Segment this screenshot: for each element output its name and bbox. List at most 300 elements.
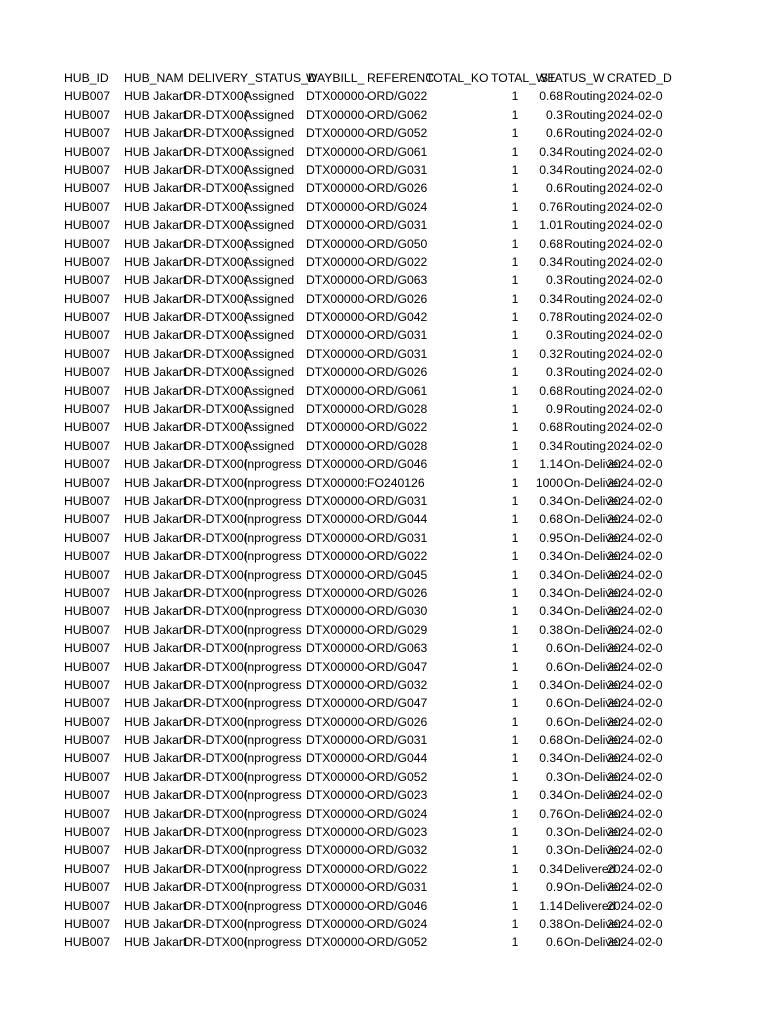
total-weight-cell: 0.3 bbox=[546, 365, 563, 380]
status-cell: Routing bbox=[564, 273, 607, 288]
status-cell: Routing bbox=[564, 420, 607, 435]
reference-cell: ORD/G031 bbox=[367, 346, 428, 361]
hub-name-cell: HUB Jakart bbox=[124, 475, 187, 490]
total-koli-cell: 1 bbox=[511, 310, 519, 325]
hub-name-cell: HUB Jakart bbox=[124, 365, 187, 380]
status-cell: On-Deliver bbox=[564, 530, 623, 545]
delivery-status-cell: Assigned bbox=[244, 218, 295, 233]
table-row bbox=[64, 418, 670, 436]
status-cell: On-Deliver bbox=[564, 549, 623, 564]
total-koli-cell: 1 bbox=[511, 861, 519, 876]
hub-name-cell: HUB Jakart bbox=[124, 310, 187, 325]
total-koli-cell: 1 bbox=[511, 291, 519, 306]
hub-name-cell: HUB Jakart bbox=[124, 530, 187, 545]
table-row bbox=[64, 694, 670, 712]
hub-id-cell: HUB007 bbox=[64, 733, 111, 748]
header-waybill: WAYBILL_ bbox=[306, 71, 365, 85]
crated-date-cell: 2024-02-0 bbox=[607, 493, 663, 508]
hub-id-cell: HUB007 bbox=[64, 843, 111, 858]
status-cell: On-Deliver bbox=[564, 659, 623, 674]
status-cell: On-Deliver bbox=[564, 696, 623, 711]
status-cell: Routing bbox=[564, 236, 607, 251]
total-koli-cell: 1 bbox=[511, 714, 519, 729]
hub-id-cell: HUB007 bbox=[64, 107, 111, 122]
hub-id-cell: HUB007 bbox=[64, 310, 111, 325]
header-status-w: STATUS_W bbox=[540, 71, 605, 85]
crated-date-cell: 2024-02-0 bbox=[607, 659, 663, 674]
table-row bbox=[64, 345, 670, 363]
data-rows bbox=[64, 87, 670, 951]
total-koli-cell: 1 bbox=[511, 420, 519, 435]
hub-id-cell: HUB007 bbox=[64, 218, 111, 233]
hub-name-cell: HUB Jakart bbox=[124, 438, 187, 453]
waybill-cell: DTX00000- bbox=[306, 218, 369, 233]
crated-date-cell: 2024-02-0 bbox=[607, 402, 663, 417]
total-weight-cell: 0.6 bbox=[546, 696, 563, 711]
reference-cell: ORD/G063 bbox=[367, 641, 428, 656]
waybill-cell: DTX00000- bbox=[306, 677, 369, 692]
delivery-status-cell: Inprogress bbox=[244, 916, 302, 931]
waybill-cell: DTX00000- bbox=[306, 199, 369, 214]
table-row bbox=[64, 363, 670, 381]
total-koli-cell: 1 bbox=[511, 181, 519, 196]
total-koli-cell: 1 bbox=[511, 880, 519, 895]
waybill-cell: DTX00000- bbox=[306, 622, 369, 637]
total-weight-cell: 0.76 bbox=[539, 806, 563, 821]
total-weight-cell: 0.34 bbox=[539, 585, 563, 600]
crated-date-cell: 2024-02-0 bbox=[607, 199, 663, 214]
hub-id-cell: HUB007 bbox=[64, 916, 111, 931]
delivery-status-cell: Assigned bbox=[244, 107, 295, 122]
hub-id-cell: HUB007 bbox=[64, 622, 111, 637]
hub-name-cell: HUB Jakart bbox=[124, 457, 187, 472]
table-row bbox=[64, 731, 670, 749]
total-koli-cell: 1 bbox=[511, 365, 519, 380]
total-weight-cell: 0.68 bbox=[539, 383, 563, 398]
crated-date-cell: 2024-02-0 bbox=[607, 843, 663, 858]
total-koli-cell: 1 bbox=[511, 659, 519, 674]
waybill-cell: DTX00000- bbox=[306, 512, 369, 527]
hub-id-cell: HUB007 bbox=[64, 89, 111, 104]
delivery-status-cell: Inprogress bbox=[244, 677, 302, 692]
total-weight-cell: 0.34 bbox=[539, 677, 563, 692]
hub-name-cell: HUB Jakart bbox=[124, 769, 187, 784]
total-weight-cell: 0.34 bbox=[539, 254, 563, 269]
hub-name-cell: HUB Jakart bbox=[124, 733, 187, 748]
table-row bbox=[64, 492, 670, 510]
delivery-status-id-cell: DR-DTX00( bbox=[184, 236, 248, 251]
total-weight-cell: 0.6 bbox=[546, 714, 563, 729]
hub-id-cell: HUB007 bbox=[64, 696, 111, 711]
delivery-status-id-cell: DR-DTX00( bbox=[184, 328, 248, 343]
total-koli-cell: 1 bbox=[511, 107, 519, 122]
delivery-status-cell: Assigned bbox=[244, 310, 295, 325]
delivery-status-cell: Inprogress bbox=[244, 733, 302, 748]
total-koli-cell: 1 bbox=[511, 273, 519, 288]
delivery-status-id-cell: DR-DTX00( bbox=[184, 585, 248, 600]
delivery-status-id-cell: DR-DTX00( bbox=[184, 346, 248, 361]
total-weight-cell: 0.34 bbox=[539, 604, 563, 619]
waybill-cell: DTX00000- bbox=[306, 291, 369, 306]
reference-cell: ORD/G042 bbox=[367, 310, 428, 325]
delivery-status-id-cell: DR-DTX00( bbox=[184, 916, 248, 931]
hub-name-cell: HUB Jakart bbox=[124, 328, 187, 343]
crated-date-cell: 2024-02-0 bbox=[607, 916, 663, 931]
crated-date-cell: 2024-02-0 bbox=[607, 549, 663, 564]
table-row bbox=[64, 841, 670, 859]
reference-cell: ORD/G062 bbox=[367, 107, 428, 122]
total-koli-cell: 1 bbox=[511, 89, 519, 104]
table-row bbox=[64, 566, 670, 584]
waybill-cell: DTX00000- bbox=[306, 788, 369, 803]
crated-date-cell: 2024-02-0 bbox=[607, 457, 663, 472]
waybill-cell: DTX00000- bbox=[306, 549, 369, 564]
delivery-status-cell: Assigned bbox=[244, 346, 295, 361]
crated-date-cell: 2024-02-0 bbox=[607, 935, 663, 950]
hub-name-cell: HUB Jakart bbox=[124, 181, 187, 196]
hub-name-cell: HUB Jakart bbox=[124, 751, 187, 766]
status-cell: On-Deliver bbox=[564, 641, 623, 656]
delivery-status-cell: Assigned bbox=[244, 199, 295, 214]
delivery-status-id-cell: DR-DTX00( bbox=[184, 218, 248, 233]
hub-name-cell: HUB Jakart bbox=[124, 898, 187, 913]
total-koli-cell: 1 bbox=[511, 898, 519, 913]
hub-name-cell: HUB Jakart bbox=[124, 254, 187, 269]
reference-cell: ORD/G031 bbox=[367, 530, 428, 545]
table-row bbox=[64, 878, 670, 896]
crated-date-cell: 2024-02-0 bbox=[607, 346, 663, 361]
reference-cell: ORD/G022 bbox=[367, 89, 428, 104]
reference-cell: ORD/G032 bbox=[367, 843, 428, 858]
total-weight-cell: 0.34 bbox=[539, 291, 563, 306]
status-cell: On-Deliver bbox=[564, 677, 623, 692]
table-row bbox=[64, 143, 670, 161]
delivery-status-cell: Inprogress bbox=[244, 567, 302, 582]
delivery-status-cell: Assigned bbox=[244, 254, 295, 269]
delivery-status-cell: Assigned bbox=[244, 144, 295, 159]
delivery-status-cell: Inprogress bbox=[244, 696, 302, 711]
hub-name-cell: HUB Jakart bbox=[124, 788, 187, 803]
status-cell: Routing bbox=[564, 126, 607, 141]
hub-id-cell: HUB007 bbox=[64, 420, 111, 435]
hub-name-cell: HUB Jakart bbox=[124, 806, 187, 821]
waybill-cell: DTX00000- bbox=[306, 825, 369, 840]
crated-date-cell: 2024-02-0 bbox=[607, 604, 663, 619]
delivery-status-cell: Inprogress bbox=[244, 457, 302, 472]
hub-id-cell: HUB007 bbox=[64, 236, 111, 251]
crated-date-cell: 2024-02-0 bbox=[607, 806, 663, 821]
reference-cell: ORD/G031 bbox=[367, 162, 428, 177]
waybill-cell: DTX00000- bbox=[306, 402, 369, 417]
status-cell: Routing bbox=[564, 365, 607, 380]
total-koli-cell: 1 bbox=[511, 677, 519, 692]
delivery-status-cell: Assigned bbox=[244, 402, 295, 417]
waybill-cell: DTX00000- bbox=[306, 641, 369, 656]
hub-id-cell: HUB007 bbox=[64, 659, 111, 674]
header-total-weight: TOTAL_WE bbox=[491, 71, 556, 85]
waybill-cell: DTX00000- bbox=[306, 254, 369, 269]
delivery-status-id-cell: DR-DTX00( bbox=[184, 696, 248, 711]
waybill-cell: DTX00000- bbox=[306, 162, 369, 177]
reference-cell: ORD/G061 bbox=[367, 144, 428, 159]
hub-id-cell: HUB007 bbox=[64, 181, 111, 196]
reference-cell: ORD/G031 bbox=[367, 328, 428, 343]
reference-cell: ORD/G052 bbox=[367, 126, 428, 141]
hub-name-cell: HUB Jakart bbox=[124, 935, 187, 950]
waybill-cell: DTX00000- bbox=[306, 696, 369, 711]
hub-name-cell: HUB Jakart bbox=[124, 585, 187, 600]
table-row bbox=[64, 860, 670, 878]
waybill-cell: DTX00000- bbox=[306, 659, 369, 674]
table-row bbox=[64, 639, 670, 657]
hub-name-cell: HUB Jakart bbox=[124, 89, 187, 104]
hub-name-cell: HUB Jakart bbox=[124, 218, 187, 233]
total-weight-cell: 0.6 bbox=[546, 659, 563, 674]
waybill-cell: DTX00000- bbox=[306, 181, 369, 196]
hub-id-cell: HUB007 bbox=[64, 898, 111, 913]
delivery-status-cell: Assigned bbox=[244, 420, 295, 435]
waybill-cell: DTX00000- bbox=[306, 310, 369, 325]
status-cell: On-Deliver bbox=[564, 585, 623, 600]
total-koli-cell: 1 bbox=[511, 199, 519, 214]
hub-id-cell: HUB007 bbox=[64, 438, 111, 453]
table-row bbox=[64, 326, 670, 344]
hub-id-cell: HUB007 bbox=[64, 585, 111, 600]
hub-name-cell: HUB Jakart bbox=[124, 861, 187, 876]
status-cell: On-Deliver bbox=[564, 843, 623, 858]
total-koli-cell: 1 bbox=[511, 549, 519, 564]
total-koli-cell: 1 bbox=[511, 604, 519, 619]
reference-cell: ORD/G022 bbox=[367, 549, 428, 564]
status-cell: On-Deliver bbox=[564, 788, 623, 803]
header-reference: REFERENC bbox=[367, 71, 435, 85]
total-koli-cell: 1 bbox=[511, 493, 519, 508]
hub-name-cell: HUB Jakart bbox=[124, 346, 187, 361]
total-weight-cell: 0.3 bbox=[546, 273, 563, 288]
table-row bbox=[64, 179, 670, 197]
reference-cell: ORD/G052 bbox=[367, 769, 428, 784]
waybill-cell: DTX00000- bbox=[306, 438, 369, 453]
status-cell: Routing bbox=[564, 310, 607, 325]
status-cell: Routing bbox=[564, 107, 607, 122]
total-koli-cell: 1 bbox=[511, 916, 519, 931]
waybill-cell: DTX00000: bbox=[306, 475, 368, 490]
delivery-status-cell: Assigned bbox=[244, 383, 295, 398]
hub-id-cell: HUB007 bbox=[64, 457, 111, 472]
waybill-cell: DTX00000- bbox=[306, 530, 369, 545]
total-koli-cell: 1 bbox=[511, 254, 519, 269]
delivery-status-cell: Inprogress bbox=[244, 806, 302, 821]
status-cell: On-Deliver bbox=[564, 733, 623, 748]
total-weight-cell: 0.78 bbox=[539, 310, 563, 325]
hub-name-cell: HUB Jakart bbox=[124, 843, 187, 858]
hub-id-cell: HUB007 bbox=[64, 328, 111, 343]
delivery-status-id-cell: DR-DTX00( bbox=[184, 457, 248, 472]
reference-cell: ORD/G023 bbox=[367, 825, 428, 840]
total-weight-cell: 0.68 bbox=[539, 420, 563, 435]
reference-cell: ORD/G050 bbox=[367, 236, 428, 251]
delivery-status-id-cell: DR-DTX00( bbox=[184, 144, 248, 159]
total-weight-cell: 0.3 bbox=[546, 107, 563, 122]
delivery-status-id-cell: DR-DTX00( bbox=[184, 530, 248, 545]
hub-name-cell: HUB Jakart bbox=[124, 291, 187, 306]
status-cell: Delivered bbox=[564, 898, 616, 913]
waybill-cell: DTX00000- bbox=[306, 126, 369, 141]
hub-id-cell: HUB007 bbox=[64, 751, 111, 766]
reference-cell: ORD/G026 bbox=[367, 181, 428, 196]
reference-cell: ORD/G026 bbox=[367, 291, 428, 306]
total-koli-cell: 1 bbox=[511, 162, 519, 177]
delivery-status-cell: Assigned bbox=[244, 291, 295, 306]
status-cell: On-Deliver bbox=[564, 935, 623, 950]
reference-cell: ORD/G024 bbox=[367, 916, 428, 931]
crated-date-cell: 2024-02-0 bbox=[607, 218, 663, 233]
hub-name-cell: HUB Jakart bbox=[124, 567, 187, 582]
total-weight-cell: 0.3 bbox=[546, 825, 563, 840]
total-weight-cell: 0.32 bbox=[539, 346, 563, 361]
reference-cell: ORD/G026 bbox=[367, 714, 428, 729]
delivery-status-id-cell: DR-DTX00( bbox=[184, 880, 248, 895]
total-koli-cell: 1 bbox=[511, 733, 519, 748]
crated-date-cell: 2024-02-0 bbox=[607, 236, 663, 251]
reference-cell: ORD/G047 bbox=[367, 659, 428, 674]
hub-name-cell: HUB Jakart bbox=[124, 107, 187, 122]
waybill-cell: DTX00000- bbox=[306, 273, 369, 288]
total-koli-cell: 1 bbox=[511, 438, 519, 453]
delivery-status-id-cell: DR-DTX00( bbox=[184, 254, 248, 269]
reference-cell: FO240126 bbox=[367, 475, 425, 490]
total-weight-cell: 1.14 bbox=[539, 457, 563, 472]
crated-date-cell: 2024-02-0 bbox=[607, 622, 663, 637]
delivery-status-cell: Inprogress bbox=[244, 769, 302, 784]
delivery-status-cell: Inprogress bbox=[244, 475, 302, 490]
waybill-cell: DTX00000- bbox=[306, 604, 369, 619]
reference-cell: ORD/G026 bbox=[367, 365, 428, 380]
crated-date-cell: 2024-02-0 bbox=[607, 254, 663, 269]
reference-cell: ORD/G052 bbox=[367, 935, 428, 950]
table-row bbox=[64, 602, 670, 620]
total-weight-cell: 0.95 bbox=[539, 530, 563, 545]
status-cell: Routing bbox=[564, 438, 607, 453]
crated-date-cell: 2024-02-0 bbox=[607, 585, 663, 600]
waybill-cell: DTX00000- bbox=[306, 457, 369, 472]
hub-id-cell: HUB007 bbox=[64, 126, 111, 141]
hub-name-cell: HUB Jakart bbox=[124, 402, 187, 417]
total-weight-cell: 0.68 bbox=[539, 733, 563, 748]
hub-id-cell: HUB007 bbox=[64, 475, 111, 490]
waybill-cell: DTX00000- bbox=[306, 144, 369, 159]
delivery-status-id-cell: DR-DTX00( bbox=[184, 162, 248, 177]
reference-cell: ORD/G046 bbox=[367, 457, 428, 472]
table-row bbox=[64, 216, 670, 234]
hub-id-cell: HUB007 bbox=[64, 346, 111, 361]
crated-date-cell: 2024-02-0 bbox=[607, 788, 663, 803]
table-row bbox=[64, 437, 670, 455]
delivery-status-id-cell: DR-DTX00( bbox=[184, 199, 248, 214]
total-weight-cell: 0.68 bbox=[539, 89, 563, 104]
delivery-status-cell: Inprogress bbox=[244, 585, 302, 600]
table-row bbox=[64, 547, 670, 565]
total-weight-cell: 1000 bbox=[535, 475, 563, 490]
hub-name-cell: HUB Jakart bbox=[124, 199, 187, 214]
hub-id-cell: HUB007 bbox=[64, 530, 111, 545]
delivery-status-cell: Inprogress bbox=[244, 512, 302, 527]
crated-date-cell: 2024-02-0 bbox=[607, 696, 663, 711]
hub-name-cell: HUB Jakart bbox=[124, 383, 187, 398]
delivery-status-cell: Inprogress bbox=[244, 641, 302, 656]
reference-cell: ORD/G022 bbox=[367, 861, 428, 876]
total-koli-cell: 1 bbox=[511, 843, 519, 858]
delivery-status-cell: Assigned bbox=[244, 126, 295, 141]
crated-date-cell: 2024-02-0 bbox=[607, 107, 663, 122]
hub-name-cell: HUB Jakart bbox=[124, 273, 187, 288]
hub-name-cell: HUB Jakart bbox=[124, 549, 187, 564]
total-weight-cell: 1.01 bbox=[539, 218, 563, 233]
table-row bbox=[64, 290, 670, 308]
status-cell: Delivered bbox=[564, 861, 616, 876]
total-weight-cell: 0.6 bbox=[546, 126, 563, 141]
total-koli-cell: 1 bbox=[511, 530, 519, 545]
reference-cell: ORD/G047 bbox=[367, 696, 428, 711]
hub-id-cell: HUB007 bbox=[64, 714, 111, 729]
header-hub-name: HUB_NAM bbox=[124, 71, 184, 85]
delivery-status-cell: Assigned bbox=[244, 438, 295, 453]
table-row bbox=[64, 253, 670, 271]
hub-id-cell: HUB007 bbox=[64, 291, 111, 306]
status-cell: Routing bbox=[564, 218, 607, 233]
status-cell: On-Deliver bbox=[564, 825, 623, 840]
hub-id-cell: HUB007 bbox=[64, 861, 111, 876]
hub-id-cell: HUB007 bbox=[64, 549, 111, 564]
delivery-status-cell: Inprogress bbox=[244, 861, 302, 876]
delivery-status-cell: Inprogress bbox=[244, 788, 302, 803]
total-weight-cell: 0.34 bbox=[539, 144, 563, 159]
table-row bbox=[64, 676, 670, 694]
delivery-status-cell: Inprogress bbox=[244, 843, 302, 858]
waybill-cell: DTX00000- bbox=[306, 861, 369, 876]
reference-cell: ORD/G045 bbox=[367, 567, 428, 582]
hub-id-cell: HUB007 bbox=[64, 567, 111, 582]
status-cell: On-Deliver bbox=[564, 493, 623, 508]
crated-date-cell: 2024-02-0 bbox=[607, 677, 663, 692]
total-weight-cell: 0.9 bbox=[546, 880, 563, 895]
delivery-status-cell: Inprogress bbox=[244, 880, 302, 895]
reference-cell: ORD/G031 bbox=[367, 218, 428, 233]
waybill-cell: DTX00000- bbox=[306, 898, 369, 913]
delivery-status-id-cell: DR-DTX00( bbox=[184, 788, 248, 803]
crated-date-cell: 2024-02-0 bbox=[607, 751, 663, 766]
total-koli-cell: 1 bbox=[511, 825, 519, 840]
total-koli-cell: 1 bbox=[511, 512, 519, 527]
crated-date-cell: 2024-02-0 bbox=[607, 144, 663, 159]
delivery-status-cell: Inprogress bbox=[244, 604, 302, 619]
crated-date-cell: 2024-02-0 bbox=[607, 861, 663, 876]
waybill-cell: DTX00000- bbox=[306, 567, 369, 582]
waybill-cell: DTX00000- bbox=[306, 585, 369, 600]
delivery-status-id-cell: DR-DTX00( bbox=[184, 402, 248, 417]
delivery-status-cell: Inprogress bbox=[244, 549, 302, 564]
status-cell: Routing bbox=[564, 254, 607, 269]
total-koli-cell: 1 bbox=[511, 328, 519, 343]
hub-id-cell: HUB007 bbox=[64, 199, 111, 214]
reference-cell: ORD/G026 bbox=[367, 585, 428, 600]
delivery-status-id-cell: DR-DTX00( bbox=[184, 604, 248, 619]
delivery-status-id-cell: DR-DTX00( bbox=[184, 622, 248, 637]
total-koli-cell: 1 bbox=[511, 383, 519, 398]
delivery-status-id-cell: DR-DTX00( bbox=[184, 273, 248, 288]
delivery-status-cell: Inprogress bbox=[244, 751, 302, 766]
waybill-cell: DTX00000- bbox=[306, 493, 369, 508]
